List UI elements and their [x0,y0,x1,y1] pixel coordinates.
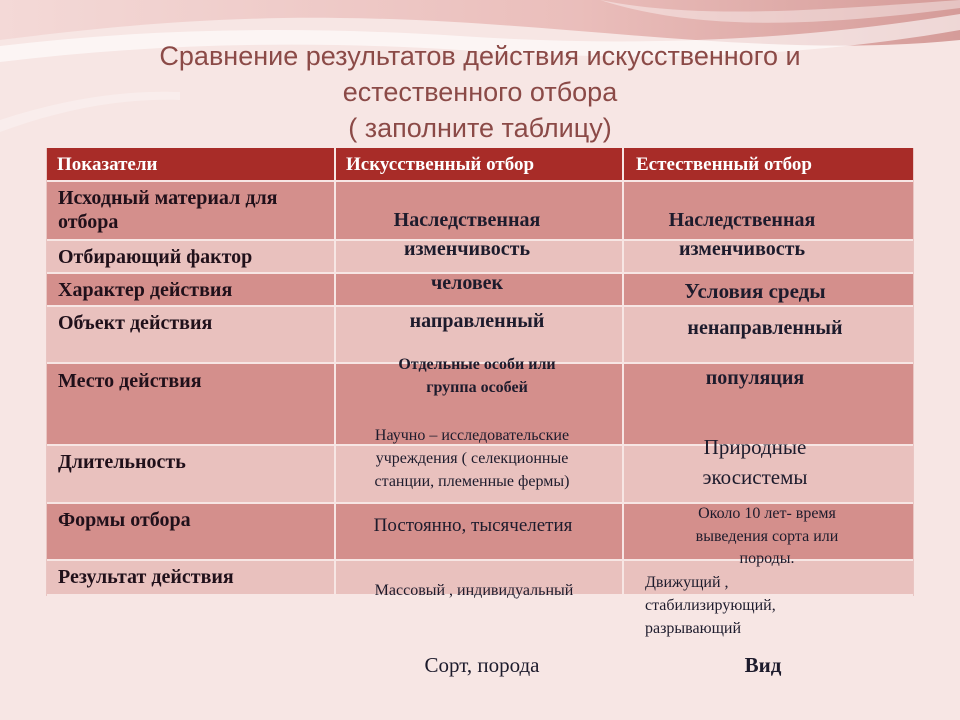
answer-artificial-object-1: Отдельные особи или [398,356,556,373]
answer-natural-heredity-1: Наследственная [668,209,816,231]
answer-natural-factor: Условия среды [684,279,826,303]
answer-natural-character: ненаправленный [687,317,843,339]
row-label-action-place: Место действия [47,364,336,446]
answer-natural-duration-2: выведения сорта или [695,528,839,545]
answer-natural-place-1: Природные [703,435,807,459]
slide-title [60,38,900,146]
answer-natural-object: популяция [705,367,805,389]
row-label-action-character: Характер действия [47,274,336,307]
table-header-row [47,148,913,182]
answer-artificial-duration: Постоянно, тысячелетия [373,515,573,536]
answer-natural-heredity-2: изменчивость [678,238,806,260]
answer-natural-duration-3: породы. [739,550,795,567]
answer-natural-forms-3: разрывающий [645,620,742,637]
title-line-3: ( заполните таблицу) [348,113,612,143]
header-artificial: Искусственный отбор [336,148,624,182]
answer-artificial-forms: Массовый , индивидуальный [374,582,574,599]
row-label-source-material: Исходный материал для отбора [47,182,336,241]
row-label-selection-forms: Формы отбора [47,504,336,561]
answer-artificial-object-2: группа особей [426,379,528,396]
answer-artificial-character: направленный [409,310,545,332]
title-line-1: Сравнение результатов действия искусственного и [159,41,801,71]
row-label-duration: Длительность [47,446,336,504]
row-label-action-object: Объект действия [47,307,336,364]
row-label-action-result: Результат действия [47,561,336,596]
title-line-2: естественного отбора [342,77,618,107]
header-natural: Естественный отбор [624,148,913,182]
answer-natural-place-2: экосистемы [702,465,808,489]
answer-artificial-place-1: Научно – исследовательские [374,427,570,444]
header-indicators: Показатели [47,148,336,182]
answer-artificial-heredity-2: изменчивость [403,238,531,260]
answer-natural-duration-1: Около 10 лет- время [698,505,836,522]
answer-artificial-factor: человек [430,272,504,294]
answer-natural-forms-1: Движущий , [645,574,729,591]
answer-natural-forms-2: стабилизирующий, [645,597,776,614]
row-label-selecting-factor: Отбирающий фактор [47,241,336,274]
answer-artificial-result: Сорт, порода [424,653,540,677]
answer-natural-result: Вид [744,653,782,677]
answer-artificial-place-3: станции, племенные фермы) [374,473,570,490]
answer-artificial-place-2: учреждения ( селекционные [375,450,569,467]
answer-artificial-heredity-1: Наследственная [393,209,541,231]
